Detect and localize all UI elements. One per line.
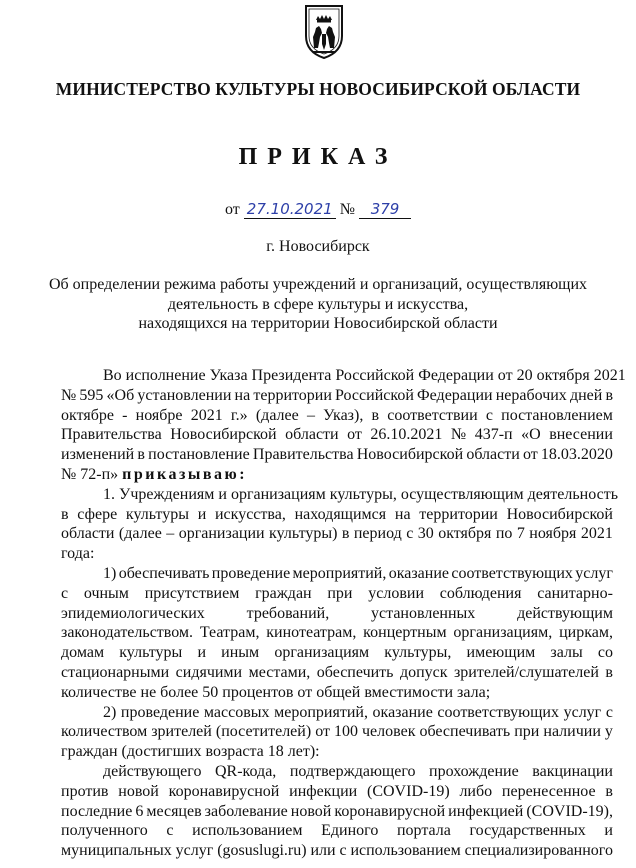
word: с bbox=[61, 584, 69, 602]
word: использованием bbox=[192, 822, 303, 840]
word: на bbox=[234, 386, 251, 404]
coat-of-arms-emblem bbox=[302, 4, 346, 60]
word: Новосибирской bbox=[506, 505, 613, 523]
word: в bbox=[61, 505, 69, 523]
word: месяцев bbox=[146, 802, 202, 820]
body-line bbox=[61, 623, 613, 643]
word: действующим bbox=[517, 604, 613, 622]
word: услуг bbox=[175, 842, 214, 860]
word: в bbox=[605, 663, 613, 681]
word: ноябре bbox=[135, 406, 183, 424]
word: (gosuslugi.ru) bbox=[217, 842, 307, 860]
word: действующего bbox=[103, 762, 202, 780]
subject-block bbox=[0, 275, 636, 334]
body-line bbox=[61, 643, 613, 663]
word: культуры, bbox=[384, 644, 452, 662]
word: концертным bbox=[363, 624, 447, 642]
word: (COVID-19) bbox=[367, 782, 450, 800]
word: зрителей/слушателей bbox=[453, 663, 599, 681]
word: 6 bbox=[135, 802, 144, 820]
word: внесении bbox=[549, 426, 613, 444]
word: и bbox=[197, 644, 206, 662]
word: от bbox=[315, 723, 330, 741]
word: обеспечить bbox=[316, 663, 394, 681]
body-line bbox=[61, 722, 613, 742]
body-line: года: bbox=[61, 545, 95, 563]
word: с bbox=[339, 842, 347, 860]
word: стационарными bbox=[61, 663, 170, 681]
word: – bbox=[166, 525, 175, 543]
word: подтверждающего bbox=[289, 762, 416, 780]
body-line bbox=[61, 703, 613, 723]
word: постановлением bbox=[501, 406, 613, 424]
word: государственных bbox=[469, 822, 586, 840]
word: Федерации bbox=[417, 386, 493, 404]
word: залы bbox=[550, 644, 583, 662]
word: наличии bbox=[543, 723, 601, 741]
handwritten-date: 27.10.2021 bbox=[246, 200, 333, 218]
word: условии bbox=[368, 584, 424, 602]
word: имеющим bbox=[466, 644, 536, 662]
date-prefix: от bbox=[224, 201, 240, 218]
subject-line: Об определении режима работы учреждений и организаций, осуществляющих bbox=[48, 276, 588, 293]
word: в bbox=[605, 386, 613, 404]
word: 437-п bbox=[474, 426, 513, 444]
word: Единого bbox=[321, 822, 379, 840]
word: организации bbox=[178, 525, 265, 543]
word: домам bbox=[61, 644, 105, 662]
word: и bbox=[197, 505, 207, 523]
word: эпидемиологических bbox=[61, 604, 205, 622]
word: массовых bbox=[203, 703, 270, 721]
word: соответствующих bbox=[451, 564, 573, 582]
word: области bbox=[285, 426, 339, 444]
word: против bbox=[61, 782, 109, 800]
word: ноября bbox=[529, 525, 577, 543]
word: соответствии bbox=[387, 406, 478, 424]
word: по bbox=[495, 525, 513, 543]
word: при bbox=[327, 584, 353, 602]
word: дней bbox=[569, 386, 603, 404]
word: использованием bbox=[350, 842, 461, 860]
word: допуск bbox=[399, 663, 448, 681]
word: портала bbox=[396, 822, 451, 840]
body-line bbox=[61, 802, 613, 822]
date-number-line bbox=[0, 201, 636, 219]
word: коронавирусной bbox=[168, 782, 280, 800]
word: Российской bbox=[335, 386, 414, 404]
word: инфекции bbox=[289, 782, 358, 800]
city-line: г. Новосибирск bbox=[266, 238, 370, 255]
word: 595 bbox=[79, 386, 104, 404]
word: перенесенное bbox=[501, 782, 596, 800]
body-line bbox=[61, 821, 613, 841]
word: требований, bbox=[246, 604, 330, 622]
ministry-name: МИНИСТЕРСТВО КУЛЬТУРЫ НОВОСИБИРСКОЙ ОБЛАСТИ bbox=[55, 79, 581, 99]
word: октябре bbox=[61, 406, 114, 424]
word: мероприятий, bbox=[274, 703, 368, 721]
word: услуг bbox=[563, 703, 602, 721]
word: QR-кода, bbox=[215, 762, 277, 780]
word: количеством bbox=[61, 723, 148, 741]
word: иным bbox=[221, 644, 260, 662]
word: в bbox=[371, 406, 380, 424]
word: установлении bbox=[137, 386, 232, 404]
word: 2021 bbox=[580, 525, 613, 543]
word: постановление bbox=[148, 446, 250, 464]
body-line: количестве не более 50 процентов от общей вместимости зала; bbox=[61, 683, 491, 701]
word: соответствующих bbox=[437, 703, 559, 721]
word: территории bbox=[419, 505, 498, 523]
body-line bbox=[61, 386, 613, 406]
word: в bbox=[605, 782, 613, 800]
word: (далее bbox=[118, 525, 162, 543]
word: обеспечивать bbox=[419, 723, 511, 741]
body-line bbox=[61, 524, 613, 544]
word: местами, bbox=[248, 663, 311, 681]
word: Новосибирской bbox=[170, 426, 277, 444]
order-word: приказываю: bbox=[122, 465, 248, 483]
word: «Об bbox=[106, 386, 135, 404]
word: прохождение bbox=[429, 762, 519, 780]
word: установленных bbox=[371, 604, 476, 622]
word: – bbox=[306, 406, 315, 424]
word: от bbox=[347, 426, 362, 444]
word: с bbox=[406, 525, 414, 543]
word: в bbox=[341, 525, 350, 543]
word: проведение bbox=[211, 564, 291, 582]
word: с bbox=[166, 822, 174, 840]
word: культуры bbox=[119, 644, 183, 662]
body-line bbox=[61, 445, 613, 465]
body-line: Во исполнение Указа Президента Российской Федерации от 20 октября 2021 bbox=[103, 367, 626, 384]
word: Новосибирской bbox=[356, 446, 464, 464]
word: коронавирусной bbox=[334, 802, 446, 820]
subject-line: деятельность в сфере культуры и искусства, bbox=[167, 295, 469, 313]
subject-line: находящихся на территории Новосибирской области bbox=[138, 315, 498, 332]
word: сфере bbox=[77, 505, 118, 523]
word: с bbox=[485, 406, 493, 424]
word: законодательством. bbox=[61, 624, 194, 642]
word: 2021 bbox=[190, 406, 223, 424]
word: Указ), bbox=[323, 406, 364, 424]
word: территории bbox=[253, 386, 332, 404]
word: последние bbox=[61, 802, 133, 820]
word: на bbox=[394, 505, 411, 523]
word: либо bbox=[459, 782, 493, 800]
word: нерабочих bbox=[495, 386, 567, 404]
body-line bbox=[61, 841, 613, 861]
word: кинотеатрам, bbox=[266, 624, 357, 642]
word: сидячими bbox=[175, 663, 243, 681]
word: организациям bbox=[274, 644, 370, 662]
word: обеспечивать bbox=[118, 564, 210, 582]
word: г.» bbox=[230, 406, 248, 424]
word: человек bbox=[362, 723, 416, 741]
word: - bbox=[122, 406, 128, 424]
word: с bbox=[605, 703, 613, 721]
number-field bbox=[359, 201, 411, 219]
body-line bbox=[61, 564, 613, 584]
body-line bbox=[61, 465, 613, 485]
word: соблюдения bbox=[439, 584, 522, 602]
word: циркам, bbox=[559, 624, 613, 642]
word: Театрам, bbox=[199, 624, 260, 642]
word: в bbox=[137, 446, 145, 464]
word: зрителей bbox=[151, 723, 212, 741]
word: октября bbox=[438, 525, 492, 543]
word: культуры) bbox=[269, 525, 338, 543]
word: (посетителей) bbox=[215, 723, 312, 741]
word: 1) bbox=[103, 564, 117, 582]
intro-last-text: № 72-п» bbox=[61, 465, 119, 483]
word: специализированного bbox=[464, 842, 613, 860]
word: период bbox=[353, 525, 402, 543]
word: заболевание bbox=[204, 802, 288, 820]
word: изменений bbox=[61, 446, 135, 464]
word: и bbox=[604, 822, 613, 840]
document-body bbox=[61, 366, 626, 861]
word: области bbox=[61, 525, 115, 543]
body-line bbox=[61, 425, 613, 445]
body-line bbox=[61, 604, 613, 624]
word: 2) bbox=[103, 703, 117, 721]
word: 100 bbox=[333, 723, 358, 741]
word: проведение bbox=[120, 703, 200, 721]
word: или bbox=[310, 842, 336, 860]
word: «О bbox=[521, 426, 541, 444]
word: вакцинации bbox=[532, 762, 613, 780]
word: (COVID-19), bbox=[526, 802, 613, 820]
word: оказание bbox=[372, 703, 433, 721]
word: полученного bbox=[61, 822, 148, 840]
body-line: граждан (достигших возраста 18 лет): bbox=[61, 743, 320, 761]
word: 7 bbox=[516, 525, 525, 543]
word: № bbox=[61, 386, 77, 404]
word: новой bbox=[118, 782, 159, 800]
body-line: 1. Учреждениям и организациям культуры, осуществляющим деятельность bbox=[103, 485, 618, 503]
body-line bbox=[61, 762, 613, 782]
word: Правительства bbox=[61, 426, 162, 444]
number-sign: № bbox=[339, 201, 356, 218]
word: Правительства bbox=[252, 446, 354, 464]
body-line bbox=[61, 406, 613, 426]
word: области bbox=[466, 446, 520, 464]
word: при bbox=[514, 723, 540, 741]
word: № bbox=[450, 426, 467, 444]
word: граждан bbox=[255, 584, 312, 602]
word: очным bbox=[83, 584, 129, 602]
handwritten-number: 379 bbox=[370, 200, 400, 218]
body-line bbox=[61, 663, 613, 683]
word: муниципальных bbox=[61, 842, 172, 860]
word: от bbox=[522, 446, 538, 464]
body-line bbox=[61, 782, 613, 802]
word: оказание bbox=[388, 564, 449, 582]
word: новой bbox=[290, 802, 332, 820]
word: находящимся bbox=[294, 505, 387, 523]
date-field bbox=[244, 201, 336, 219]
word: культуры bbox=[125, 505, 189, 523]
word: присутствием bbox=[144, 584, 240, 602]
word: 18.03.2020 bbox=[540, 446, 613, 464]
word: инфекцией bbox=[448, 802, 524, 820]
word: 30 bbox=[417, 525, 434, 543]
word: со bbox=[597, 644, 613, 662]
word: услуг bbox=[575, 564, 613, 582]
word: искусства, bbox=[214, 505, 286, 523]
word: у bbox=[604, 723, 613, 741]
word: (далее bbox=[255, 406, 299, 424]
word: организациям, bbox=[453, 624, 553, 642]
document-type-title: ПРИКАЗ bbox=[238, 144, 398, 170]
word: 26.10.2021 bbox=[370, 426, 443, 444]
word: санитарно- bbox=[537, 584, 613, 602]
word: мероприятий, bbox=[292, 564, 387, 582]
body-line bbox=[61, 584, 613, 604]
body-line bbox=[61, 505, 613, 525]
